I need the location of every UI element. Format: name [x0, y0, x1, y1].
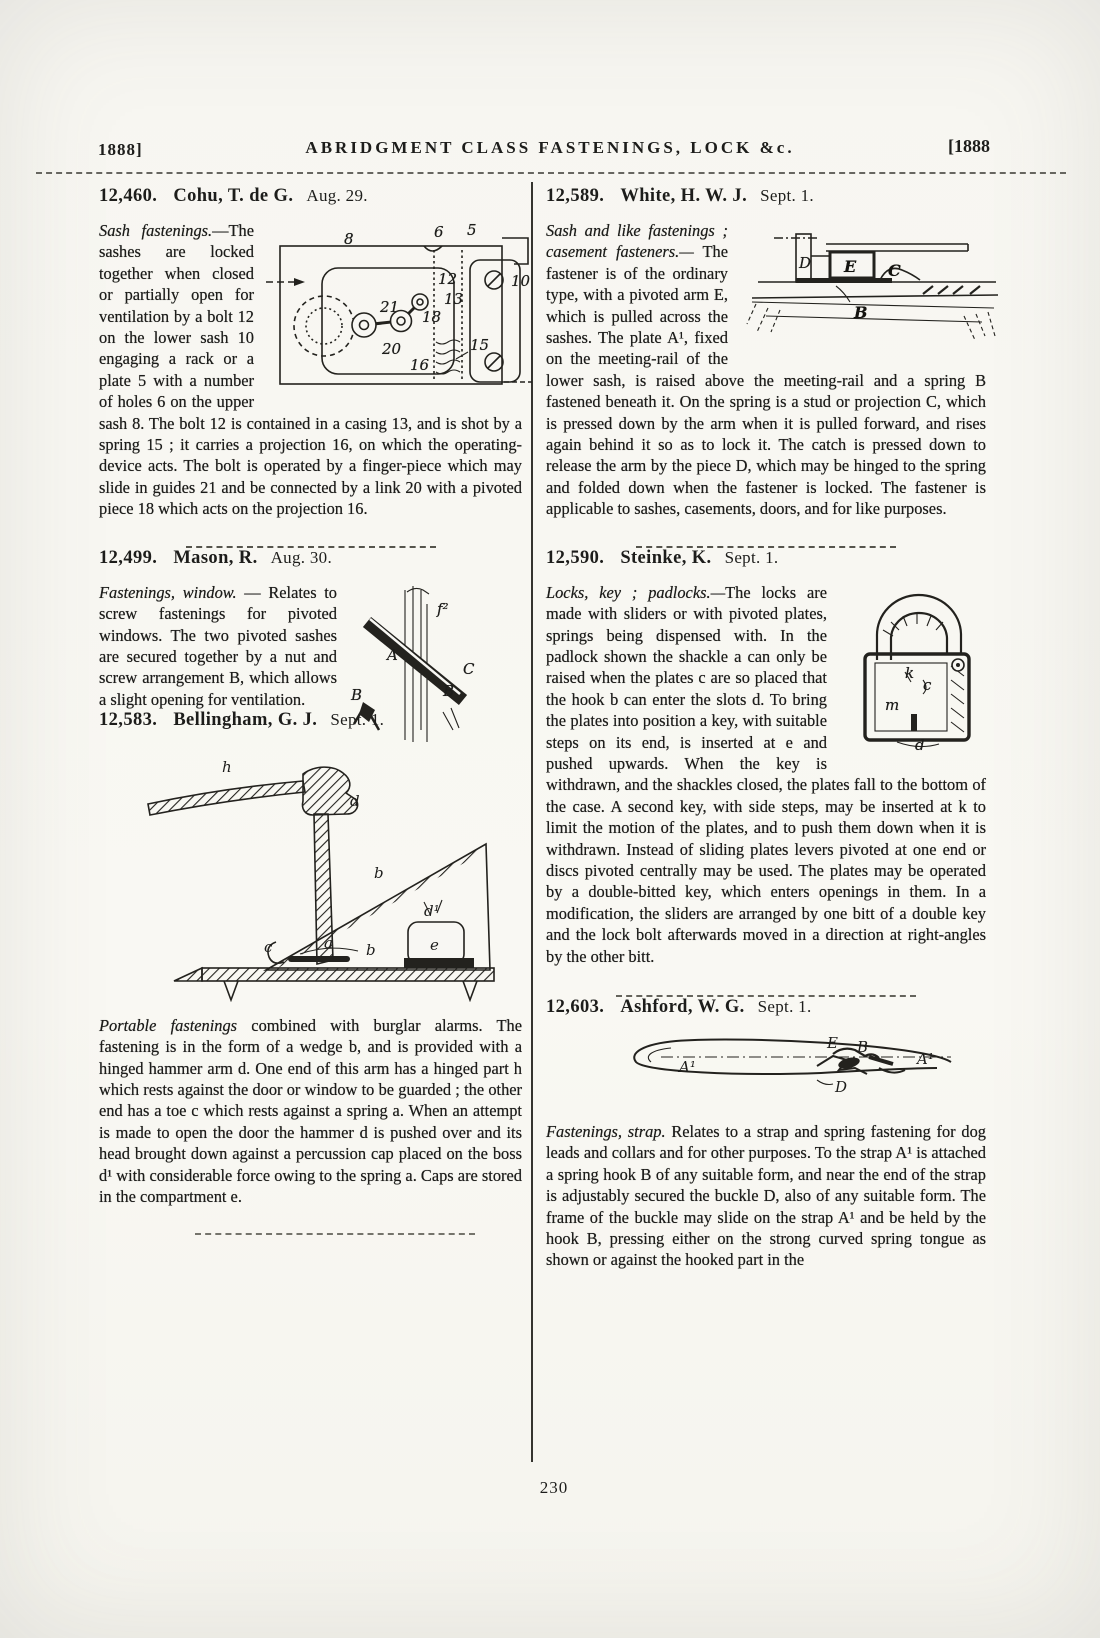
figure-label: 6	[434, 223, 444, 241]
bellingham-figure	[118, 752, 503, 1002]
entry-date: Sept. 1.	[757, 997, 812, 1016]
entry-date: Sept. 1.	[724, 547, 779, 567]
figure-label: C	[888, 261, 901, 280]
figure-label: 13	[444, 290, 464, 308]
figure-label: m	[885, 695, 900, 714]
entry-lead: Sash fastenings.	[99, 221, 213, 240]
entry-separator	[616, 995, 916, 997]
cohu-figure	[264, 222, 536, 392]
figure-label: f²	[437, 599, 449, 618]
entry-paragraph-mason	[99, 582, 522, 710]
entry-lead: Locks, key ; padlocks.—	[546, 582, 726, 602]
entry-heading-cohu	[99, 186, 522, 207]
ashford-figure	[621, 1026, 966, 1108]
entry-name: Steinke, K.	[620, 547, 712, 568]
entry-body: —The sashes are locked together when closed or partially open for ventilation by a bolt 12 on the lower sash 10 engaging a rack or a plate 5 with a number of holes 6 on the upper sash 8. The bolt 12 is contained in a casing 13, and is shot by a spring 15 ; it carries a projection 16, on which the operating-device acts. The bolt is operated by a finger-piece which may slide in guides 21 and be connected by a link 20 with a pivoted piece 18 which acts on the projection 16.	[99, 221, 522, 519]
entry-paragraph-ashford	[546, 1121, 986, 1271]
entry-body: Relates to a strap and spring fastening for dog leads and collars and for other purposes. To the strap A¹ is attached a spring hook B of any suitable form, and near the end of the strap is adjustably secured the buckle D, also of any suitable form. The frame of the buckle may slide on the strap A¹ and be held by the hook B, pressing either on the strong curved spring tongue as shown or against the hooked part in the	[546, 1122, 986, 1270]
figure-label: B	[443, 681, 455, 700]
left-column	[99, 186, 531, 1235]
entry-lead: Fastenings, strap.	[546, 1122, 666, 1141]
entry-body: — Relates to screw fastenings for pivoted windows. The two pivoted sashes are secured together by a nut and screw arrangement B, which allows a slight opening for ventilation.	[99, 582, 337, 709]
figure-label: a	[324, 933, 333, 952]
entry-date: Sept. 1.	[760, 186, 814, 205]
entry-date: Aug. 29.	[306, 186, 368, 205]
steinke-figure	[839, 584, 994, 752]
figure-label: d	[350, 791, 360, 810]
figure-label: d	[915, 735, 925, 752]
figure-label: 15	[470, 336, 490, 354]
entry-heading-steinke	[546, 548, 986, 569]
entry-lead: Sash and like fastenings ; casement fasteners.—	[546, 221, 728, 262]
figure-label: k	[905, 663, 915, 682]
figure-label: B	[857, 1038, 869, 1056]
figure-label: E	[827, 1034, 838, 1052]
figure-label: A	[387, 645, 398, 664]
figure-label: B	[351, 685, 363, 704]
figure-label: D	[835, 1078, 848, 1096]
header-rule	[36, 172, 1066, 174]
entry-name: Mason, R.	[173, 547, 258, 568]
entry-date: Aug. 30.	[270, 547, 333, 567]
figure-label: 20	[382, 340, 402, 358]
entry-body: The fastener is of the ordinary type, with a pivoted arm E, which is pulled across the sashes. The plate A¹, fixed on the meeting-rail of the lower sash, is raised above the meeting-rail and a spring B fastened beneath it. On the spring is a stud or projection C, which is pressed down by the arm when it is pulled forward, and rises again behind it so as to lock it. The catch is pressed down to release the arm by the piece D, which may be hinged to the spring and folded down when the fastener is locked. The fastener is applicable to sashes, casements, doors, and for like purposes.	[546, 242, 986, 519]
figure-label: d¹	[424, 901, 440, 920]
entry-lead: Fastenings, window.	[99, 582, 237, 602]
figure-label: c	[264, 937, 273, 956]
page-number: 230	[539, 1478, 569, 1497]
header-year-right: [1888	[948, 136, 990, 156]
entry-number: 12,589.	[546, 186, 605, 206]
entry-heading-mason	[99, 548, 522, 569]
figure-label: b	[366, 940, 376, 959]
entry-name: Bellingham, G. J.	[173, 710, 318, 731]
figure-label: A¹	[679, 1058, 696, 1076]
entry-paragraph-bellingham	[99, 1015, 522, 1208]
figure-label: 5	[467, 222, 477, 239]
entry-paragraph-white	[546, 220, 986, 520]
figure-label: 16	[410, 356, 430, 374]
header-year-left: 1888]	[98, 140, 143, 159]
figure-label: b	[374, 863, 384, 882]
figure-label: 12	[438, 270, 458, 288]
figure-label: B	[854, 303, 868, 322]
figure-label: E	[844, 257, 857, 276]
entry-date: Sept. 1.	[330, 710, 385, 730]
entry-number: 12,590.	[546, 547, 605, 568]
figure-label: h	[222, 757, 232, 776]
figure-label: 18	[422, 308, 442, 326]
entry-paragraph-cohu	[99, 220, 531, 520]
column-end-rule	[195, 1233, 475, 1235]
entry-name: Ashford, W. G.	[620, 997, 745, 1017]
entry-name: White, H. W. J.	[620, 186, 748, 206]
entry-number: 12,583.	[99, 710, 158, 731]
entry-number: 12,603.	[546, 997, 605, 1017]
figure-label: 21	[380, 298, 400, 316]
entry-lead: Portable fastenings	[99, 1015, 238, 1035]
figure-label: A¹	[917, 1050, 934, 1068]
entry-body: combined with burglar alarms. The fastening is in the form of a wedge b, and is provided with a hinged hammer arm d. One end of this arm has a hinged part h which rests against the door or window to be guarded ; the other end has a toe c which rests against a spring a. When an attempt is made to open the door the hammer d is pushed over and its head brought down against a percussion cap placed on the boss d¹ with considerable force owing to the spring a. Caps are stored in the compartment e.	[99, 1015, 522, 1206]
entry-number: 12,460.	[99, 186, 158, 206]
entry-heading-ashford	[546, 997, 986, 1018]
figure-label: 10	[511, 272, 531, 290]
figure-label: 8	[344, 230, 354, 248]
figure-label: e	[430, 935, 439, 954]
entry-paragraph-steinke	[546, 582, 986, 967]
figure-label: C	[463, 659, 475, 678]
figure-label: D	[799, 254, 812, 272]
entry-number: 12,499.	[99, 547, 158, 568]
entry-name: Cohu, T. de G.	[173, 186, 294, 206]
entry-heading-white	[546, 186, 986, 207]
page-title: ABRIDGMENT CLASS FASTENINGS, LOCK &c.	[305, 138, 795, 157]
entry-body: The locks are made with sliders or with pivoted plates, springs being dispensed with. In the padlock shown the shackle a can only be raised when the plates c are so placed that the hook b can enter the slots d. To bring the plates into position a key, with suitable steps on its end, is inserted at e and pushed upwards. When the key is withdrawn, and the shackles closed, the plates fall to the bottom of the case. A second key, with side steps, may be inserted at k to limit the motion of the plates, and to push them down when it is withdrawn. Instead of sliding plates levers pivoted at one end or discs pivoted centrally may be used. The plates may be operated by a double-bitted key, which enters openings in them. In a modification, the sliders are arranged by one bitt of a double key and the lock bolt afterwards moved in a direction at right-angles by the other bitt.	[546, 582, 986, 966]
right-column	[546, 186, 986, 1271]
figure-label: c	[923, 675, 932, 694]
white-figure	[738, 222, 1006, 356]
